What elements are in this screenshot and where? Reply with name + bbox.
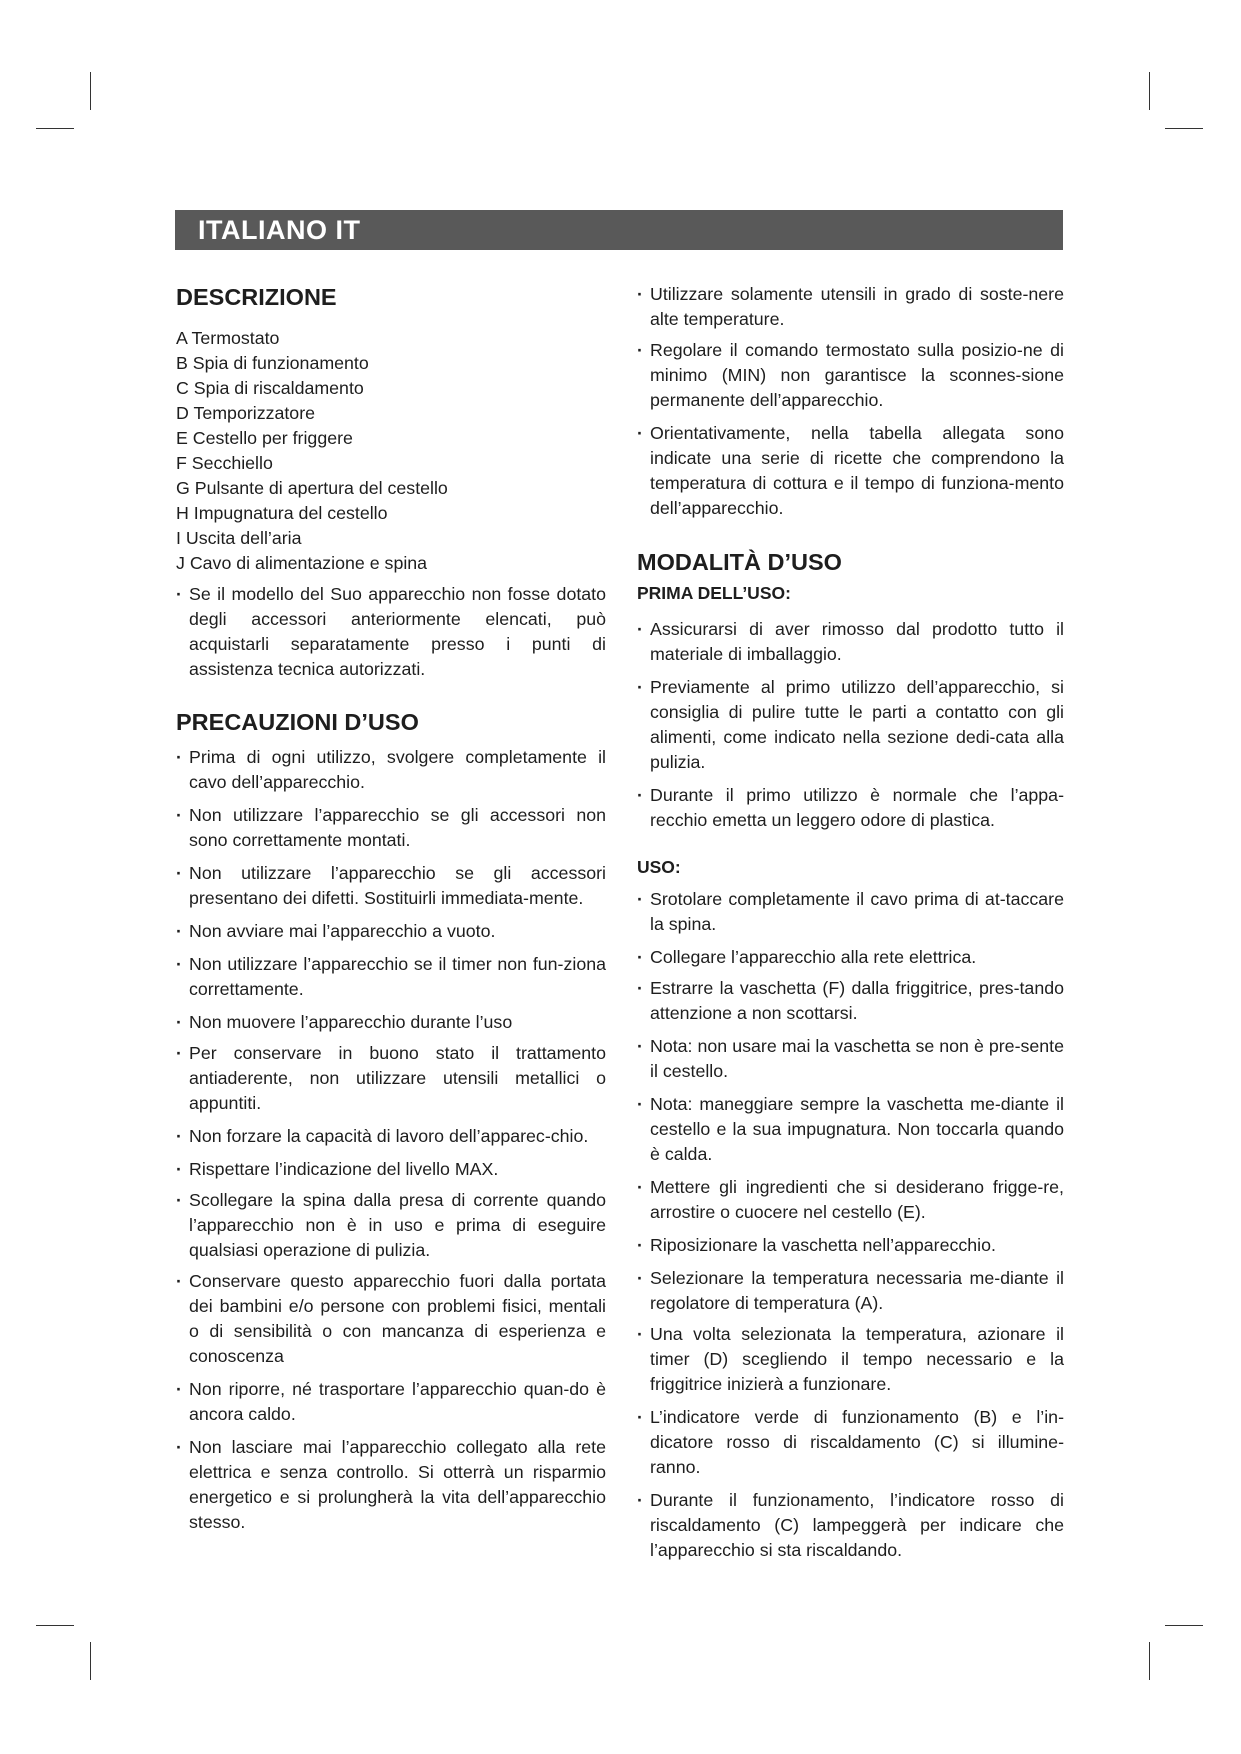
language-header-title: ITALIANO IT [198,215,361,245]
crop-mark [1165,128,1203,129]
uso-item: · Durante il funzionamento, l’indicatore rosso di riscaldamento (C) lampeggerà per indicare che l’apparecchio si sta riscaldando. [637,1488,1064,1563]
uso-item: · Estrarre la vaschetta (F) dalla friggitrice, pres-tando attenzione a non scottarsi. [637,976,1064,1026]
accessories-note: · Se il modello del Suo apparecchio non fosse dotato degli accessori anteriormente elencati, può acquistarli separatamente presso i punti di assistenza tecnica autorizzati. [176,582,606,682]
precaution-item: · Non utilizzare l’apparecchio se gli accessori presentano dei difetti. Sostituirli immediata-mente. [176,861,606,911]
uso-item: · Riposizionare la vaschetta nell’apparecchio. [637,1233,1064,1258]
crop-mark [90,1642,91,1680]
prima-uso-item: · Durante il primo utilizzo è normale che l’appa-recchio emetta un leggero odore di plastica. [637,783,1064,833]
uso-item: · Una volta selezionata la temperatura, azionare il timer (D) scegliendo il tempo necessario e la friggitrice inizierà a funzionare. [637,1322,1064,1397]
prima-uso-item: · Previamente al primo utilizzo dell’apparecchio, si consiglia di pulire tutte le parti a contatto con gli alimenti, come indicato nella sezione dedi-cata alla pulizia. [637,675,1064,775]
uso-item: · Srotolare completamente il cavo prima di at-taccare la spina. [637,887,1064,937]
precaution-item: · Non riporre, né trasportare l’apparecchio quan-do è ancora caldo. [176,1377,606,1427]
parts-list-item: I Uscita dell’aria [176,528,302,548]
precaution-item: · Conservare questo apparecchio fuori dalla portata dei bambini e/o persone con problemi fisici, mentali o di sensibilità o con mancanza di esperienza e conoscenza [176,1269,606,1369]
parts-list-item: E Cestello per friggere [176,428,353,448]
section-title-precauzioni: PRECAUZIONI D’USO [176,709,419,735]
crop-mark [36,128,74,129]
crop-mark [1149,72,1150,110]
precaution-item: · Regolare il comando termostato sulla posizio-ne di minimo (MIN) non garantisce la sconnes-sione permanente dell’apparecchio. [637,338,1064,413]
uso-list [637,887,1064,1563]
prima-uso-item: · Assicurarsi di aver rimosso dal prodotto tutto il materiale di imballaggio. [637,617,1064,667]
parts-list-item: B Spia di funzionamento [176,353,369,373]
prima-uso-list [637,617,1064,833]
precaution-item: · Per conservare in buono stato il trattamento antiaderente, non utilizzare utensili metallici o appuntiti. [176,1041,606,1116]
precaution-item: · Utilizzare solamente utensili in grado di soste-nere alte temperature. [637,282,1064,332]
crop-mark [1149,1642,1150,1680]
section-title-descrizione: DESCRIZIONE [176,284,337,310]
parts-list-item: A Termostato [176,328,280,348]
precaution-item: · Rispettare l’indicazione del livello MAX. [176,1157,606,1182]
precaution-item: · Non muovere l’apparecchio durante l’uso [176,1010,606,1035]
precaution-item: · Non avviare mai l’apparecchio a vuoto. [176,919,606,944]
left-column [176,282,606,1535]
uso-item: · Collegare l’apparecchio alla rete elettrica. [637,945,1064,970]
crop-mark [1165,1625,1203,1626]
parts-list-item: D Temporizzatore [176,403,316,423]
precaution-item: · Prima di ogni utilizzo, svolgere completamente il cavo dell’apparecchio. [176,745,606,795]
parts-list-item: F Secchiello [176,453,273,473]
parts-list-item: J Cavo di alimentazione e spina [176,553,428,573]
parts-list-item: H Impugnatura del cestello [176,503,388,523]
uso-item: · Mettere gli ingredienti che si desiderano frigge-re, arrostire o cuocere nel cestello (E). [637,1175,1064,1225]
uso-item: · Nota: non usare mai la vaschetta se non è pre-sente il cestello. [637,1034,1064,1084]
precauzioni-list [176,745,606,1535]
crop-mark [36,1625,74,1626]
parts-list [176,326,606,576]
subsection-title-uso: USO: [637,857,681,877]
precaution-item: · Non utilizzare l’apparecchio se gli accessori non sono correttamente montati. [176,803,606,853]
precaution-item: · Scollegare la spina dalla presa di corrente quando l’apparecchio non è in uso e prima di eseguire qualsiasi operazione di pulizia. [176,1188,606,1263]
section-title-modalita: MODALITÀ D’USO [637,549,842,575]
crop-mark [90,72,91,110]
language-header-bar [175,210,1063,250]
precauzioni-continued-list [637,282,1064,521]
uso-item: · L’indicatore verde di funzionamento (B) e l’in-dicatore rosso di riscaldamento (C) si illumine-ranno. [637,1405,1064,1480]
precaution-item: · Orientativamente, nella tabella allegata sono indicate una serie di ricette che comprendono la temperatura di cottura e il tempo di funziona-mento dell’apparecchio. [637,421,1064,521]
parts-list-item: C Spia di riscaldamento [176,378,364,398]
subsection-title-prima-uso: PRIMA DELL’USO: [637,583,791,603]
precaution-item: · Non forzare la capacità di lavoro dell’apparec-chio. [176,1124,606,1149]
precaution-item: · Non utilizzare l’apparecchio se il timer non fun-ziona correttamente. [176,952,606,1002]
precaution-item: · Non lasciare mai l’apparecchio collegato alla rete elettrica e senza controllo. Si otterrà un risparmio energetico e si prolungherà la vita dell’apparecchio stesso. [176,1435,606,1535]
uso-item: · Selezionare la temperatura necessaria me-diante il regolatore di temperatura (A). [637,1266,1064,1316]
uso-item: · Nota: maneggiare sempre la vaschetta me-diante il cestello e la sua impugnatura. Non toccarla quando è calda. [637,1092,1064,1167]
right-column [637,282,1064,1563]
parts-list-item: G Pulsante di apertura del cestello [176,478,448,498]
